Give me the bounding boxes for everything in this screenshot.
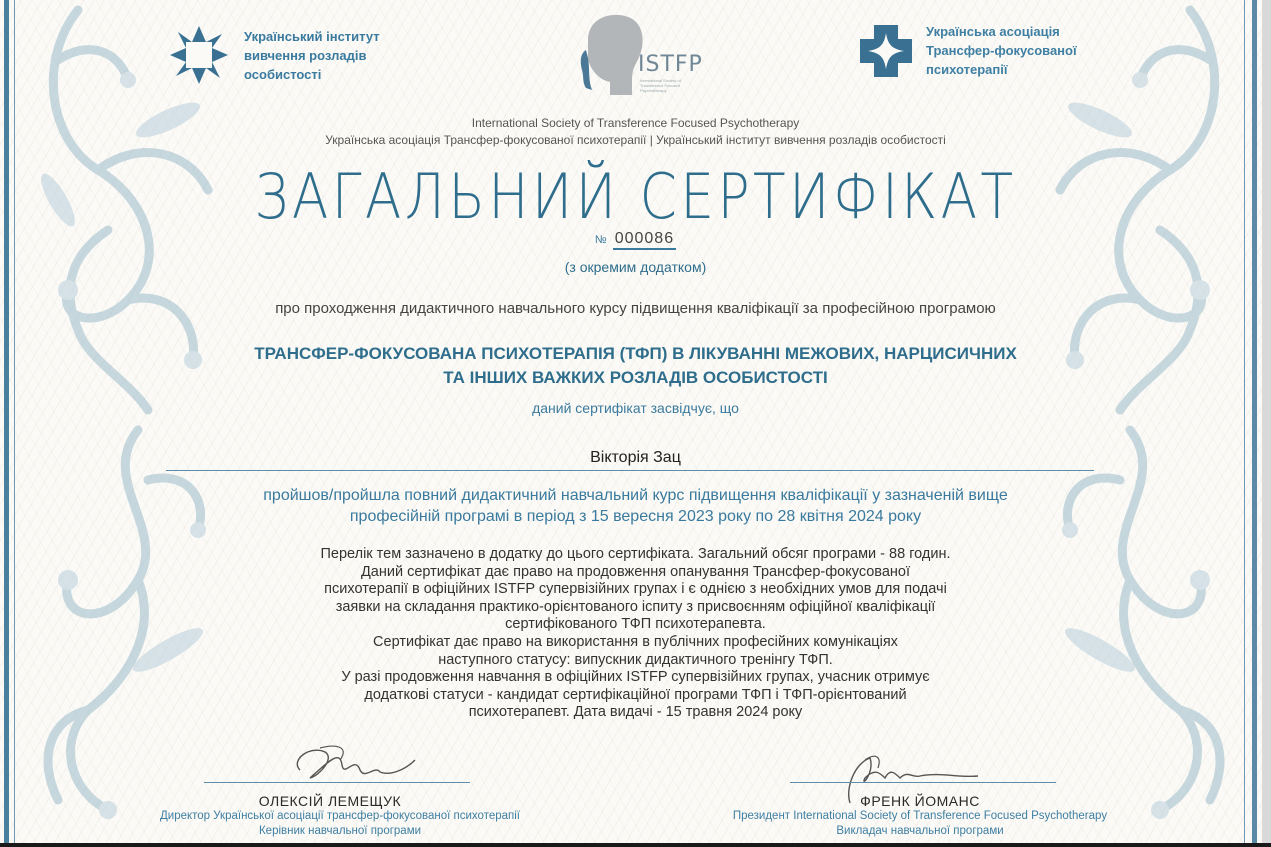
program-title-line-2: ТА ІНШИХ ВАЖКИХ РОЗЛАДІВ ОСОБИСТОСТІ [443, 368, 828, 387]
logo-istfp [570, 10, 710, 100]
recipient-name-underline [166, 470, 1094, 471]
istfp-subtitle: International Society of Transference Focused Psychotherapy [640, 78, 681, 93]
completion-line-2: професійній програмі в період з 15 вересня 2023 року по 28 квітня 2024 року [349, 508, 922, 525]
annex-note: (з окремим додатком) [564, 259, 707, 275]
completion-text [0, 485, 1271, 527]
logo-left-text [244, 27, 380, 84]
star-square-icon [168, 24, 230, 86]
bottom-edge [0, 843, 1271, 847]
signatory-right-role-1: Президент International Society of Transference Focused Psychotherapy [732, 810, 1108, 822]
signature-left-icon [280, 740, 420, 788]
signature-line-right [790, 782, 1056, 783]
body-line: заявки на складання практико-орієнтованого іспиту з присвоєнням офіційної кваліфікації [335, 598, 936, 615]
completion-line-1: пройшов/пройшла повний дидактичний навчальний курс підвищення кваліфікації у зазначеній вище [263, 487, 1008, 504]
program-title-line-1: ТРАНСФЕР-ФОКУСОВАНА ПСИХОТЕРАПІЯ (ТФП) В ЛІКУВАННІ МЕЖОВИХ, НАРЦИСИЧНИХ [254, 344, 1017, 363]
signatory-left-role-1: Директор Української асоціації трансфер-фокусованої психотерапії [159, 810, 520, 822]
signatory-right-role-2: Викладач навчальної програми [836, 825, 1004, 837]
certifies-text: даний сертифікат засвідчує, що [532, 400, 739, 416]
signatory-left-role-2: Керівник навчальної програми [258, 825, 422, 837]
logo-right-text [926, 22, 1077, 79]
signatory-right-name: ФРЕНК ЙОМАНС [860, 793, 980, 809]
logo-right-line-3: психотерапії [926, 62, 1008, 77]
certificate-number-value: 000086 [613, 230, 676, 250]
certificate-number [0, 230, 1271, 248]
body-line: психотерапевт. Дата видачі - 15 травня 2024 року [468, 704, 803, 721]
number-sign: № [594, 234, 607, 246]
body-line: сертифікованого ТФП психотерапевта. [505, 616, 766, 633]
signatory-left-name: ОЛЕКСІЙ ЛЕМЕЩУК [258, 793, 402, 809]
body-line: У разі продовження навчання в офіційних ISTFP супервізійних групах, учасник отримує [341, 669, 930, 686]
logo-ukrainian-association [858, 22, 1077, 79]
org-line-1: International Society of Transference Focused Psychotherapy [471, 116, 800, 130]
logo-ukrainian-institute [168, 24, 380, 86]
body-line: Сертифікат дає право на використання в публічних професійних комунікаціях [373, 633, 898, 650]
signature-line-left [204, 782, 470, 783]
logo-left-line-1: Український інститут [244, 28, 380, 44]
logo-right-line-2: Трансфер-фокусованої [926, 43, 1077, 58]
recipient-name: Вікторія Зац [590, 449, 681, 466]
body-line: додаткові статуси - кандидат сертифікаційної програми ТФП і ТФП-орієнтований [364, 686, 907, 703]
body-line: Даний сертифікат дає право на продовження опанування Трансфер-фокусованої [360, 563, 911, 580]
body-line: Перелік тем зазначено в додатку до цього сертифіката. Загальний обсяг програми - 88 годин. [320, 546, 951, 562]
istfp-acronym: ISTFP [638, 52, 703, 77]
signatory-right-role [660, 809, 1180, 839]
logo-left-line-3: особистості [244, 66, 322, 82]
org-line-2: Українська асоціація Трансфер-фокусованої психотерапії | Український інститут вивчення розладів особистості [325, 133, 946, 147]
signatory-left-role [80, 809, 600, 839]
body-line: психотерапії в офіційних ISTFP супервізійних групах і є однією з необхідних умов для подачі [324, 581, 947, 598]
certificate-title: ЗАГАЛЬНИЙ СЕРТИФІКАТ [254, 160, 1017, 233]
body-line: наступного статусу: випускник дидактичного тренінгу ТФП. [438, 651, 833, 668]
cross-star-icon [858, 23, 914, 79]
course-lead-text: про проходження дидактичного навчального курсу підвищення кваліфікації за професійною програмою [275, 300, 996, 317]
certificate-body [0, 546, 1271, 722]
logo-left-line-2: вивчення розладів [244, 47, 367, 63]
logo-right-line-1: Українська асоціація [926, 24, 1060, 39]
program-title [0, 342, 1271, 390]
